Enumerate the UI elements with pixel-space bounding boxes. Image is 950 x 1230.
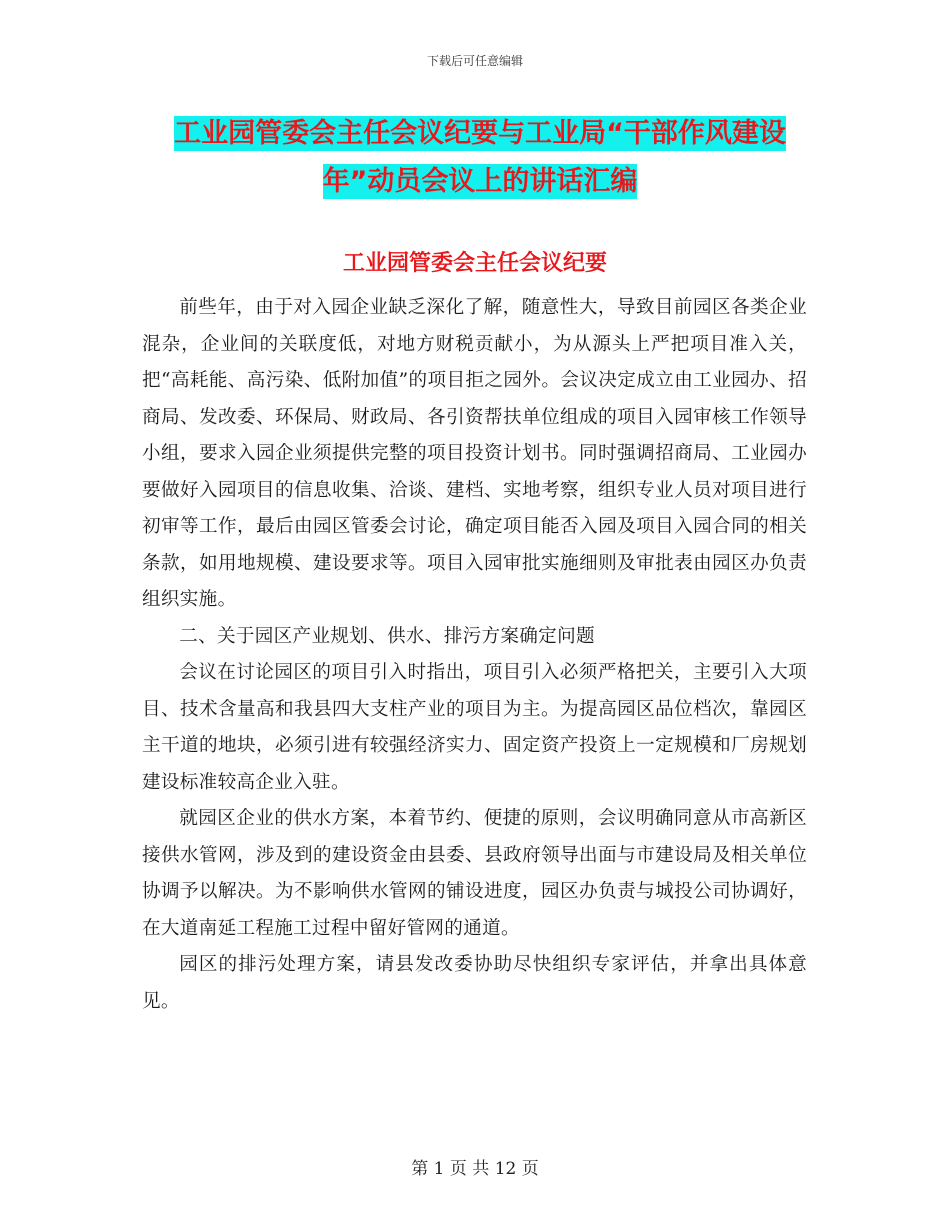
document-body [142, 290, 807, 1020]
header-note: 下载后可任意编辑 [426, 54, 523, 68]
paragraph-3: 会议在讨论园区的项目引入时指出，项目引入必须严格把关，主要引入大项目、技术含量高和我县四大支柱产业的项目为主。为提高园区品位档次，靠园区主干道的地块，必须引进有较强经济实力、固定资产投资上一定规模和厂房规划建设标准较高企业入驻。 [142, 662, 807, 793]
paragraph-4: 就园区企业的供水方案，本着节约、便捷的原则，会议明确同意从市高新区接供水管网，涉及到的建设资金由县委、县政府领导出面与市建设局及相关单位协调予以解决。为不影响供水管网的铺设进度，园区办负责与城投公司协调好，在大道南延工程施工过程中留好管网的通道。 [142, 808, 807, 939]
title-line-2: 年”动员会议上的讲话汇编 [322, 166, 638, 197]
page-footer: 第 1 页 共 12 页 [411, 1159, 539, 1179]
paragraph-1: 前些年，由于对入园企业缺乏深化了解，随意性大，导致目前园区各类企业混杂，企业间的关联度低，对地方财税贡献小，为从源头上严把项目准入关，把“高耗能、高污染、低附加值”的项目拒之园外。会议决定成立由工业园办、招商局、发改委、环保局、财政局、各引资帮扶单位组成的项目入园审核工作领导小组，要求入园企业须提供完整的项目投资计划书。同时强调招商局、工业园办要做好入园项目的信息收集、洽谈、建档、实地考察，组织专业人员对项目进行初审等工作，最后由园区管委会讨论，确定项目能否入园及项目入园合同的相关条款，如用地规模、建设要求等。项目入园审批实施细则及审批表由园区办负责组织实施。 [142, 297, 807, 610]
paragraph-5: 园区的排污处理方案，请县发改委协助尽快组织专家评估，并拿出具体意见。 [142, 954, 807, 1012]
document-title [150, 110, 810, 206]
title-line-1: 工业园管委会主任会议纪要与工业局“干部作风建设 [174, 118, 786, 149]
section-title: 工业园管委会主任会议纪要 [342, 251, 607, 276]
paragraph-heading-2: 二、关于园区产业规划、供水、排污方案确定问题 [179, 625, 595, 647]
